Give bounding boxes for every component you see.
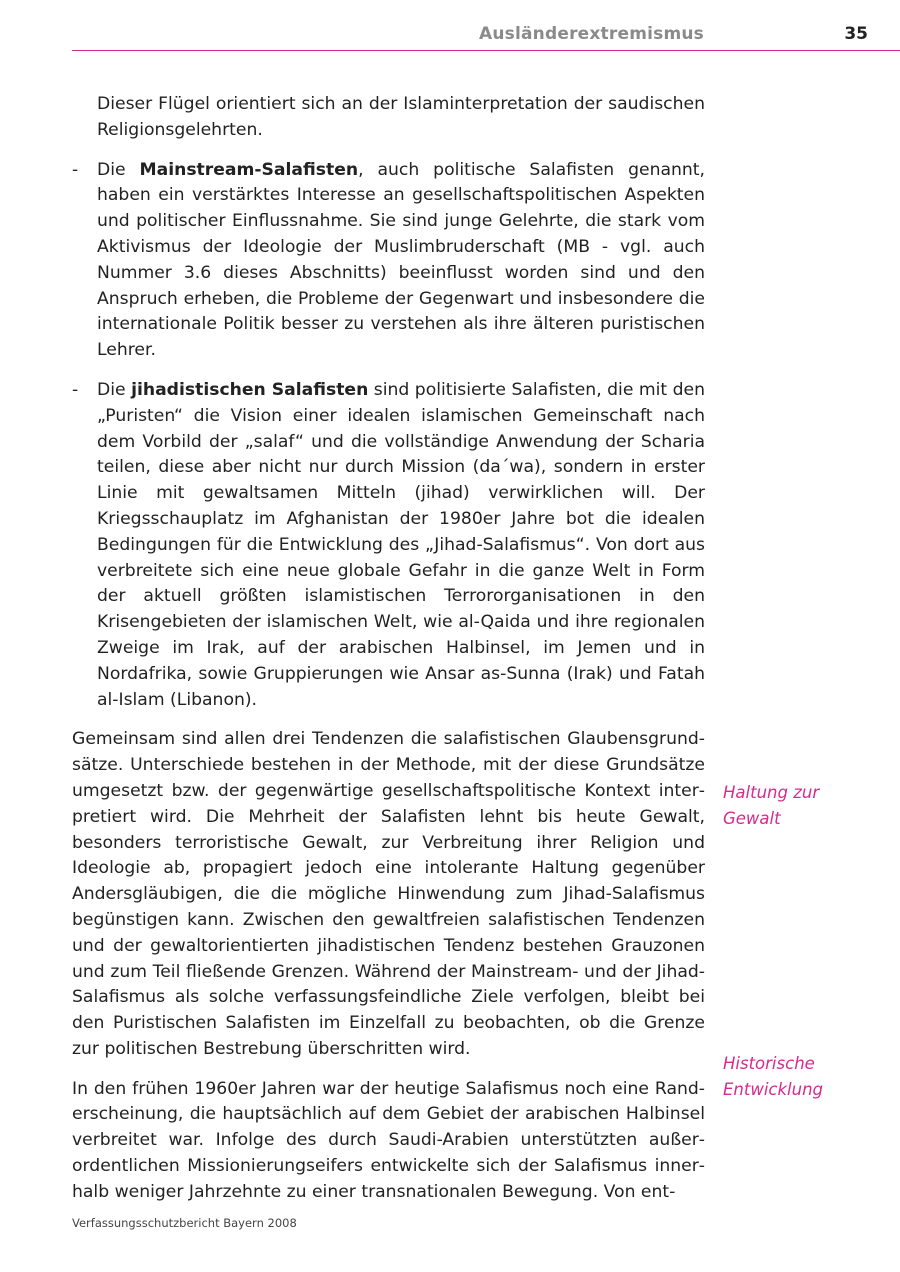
- main-content: [72, 92, 705, 1220]
- list-item: [72, 158, 705, 364]
- body-paragraph: Gemeinsam sind allen drei Tendenzen die salafistischen Glaubensgrundsätze. Unterschiede bestehen in der Methode, mit der diese Grundsätze umgesetzt bzw. der gegenwärtige gesellschaftspolitische Kontext interpretiert wird. Die Mehrheit der Salafisten lehnt bis heute Gewalt, besonders terroristische Gewalt, zur Verbreitung ihrer Religion und Ideologie ab, propagiert jedoch eine intolerante Haltung gegenüber Andersgläubigen, die die mögliche Hinwendung zum Jihad-Salafismus begünstigen kann. Zwischen den gewaltfreien salafistischen Tendenzen und der gewaltorientierten jihadistischen Tendenz bestehen Grauzonen und zum Teil fließende Grenzen. Während der Mainstream- und der Jihad-Salafismus als solche verfassungsfeindliche Ziele verfolgen, bleibt bei den Puristischen Salafisten im Einzelfall zu beobachten, ob die Grenze zur politischen Bestrebung überschritten wird.: [72, 729, 705, 1059]
- margin-note-line: Gewalt: [723, 809, 781, 828]
- page-header: [72, 22, 900, 51]
- bullet-text-start: Die: [97, 379, 132, 400]
- body-paragraph: In den frühen 1960er Jahren war der heutige Salafismus noch eine Randerscheinung, die hauptsächlich auf dem Gebiet der arabischen Halbinsel verbreitet war. Infolge des durch Saudi-Arabien unterstützten außerordentlichen Missionierungseifers entwickelte sich der Salafismus innerhalb weniger Jahrzehnte zu einer transnationalen Bewegung. Von ent-: [72, 1078, 705, 1202]
- margin-note-violence: [723, 780, 883, 832]
- page-footer: Verfassungsschutzbericht Bayern 2008: [72, 1216, 297, 1230]
- bullet-marker: -: [72, 159, 79, 180]
- bullet-marker: -: [72, 379, 79, 400]
- margin-note-line: Haltung zur: [723, 783, 820, 802]
- margin-note-line: Entwicklung: [723, 1080, 824, 1099]
- bullet-text: [97, 378, 705, 713]
- intro-paragraph: Dieser Flügel orientiert sich an der Islaminterpretation der saudischen Religionsgelehrten.: [97, 94, 705, 140]
- bullet-term: Mainstream-Salafisten: [139, 159, 359, 180]
- section-title: Ausländerextremismus: [479, 24, 704, 44]
- bullet-text-start: Die: [97, 159, 140, 180]
- bullet-text-rest: sind politisierte Salafisten, die mit den „Puristen“ die Vision einer idealen islamischen Gemeinschaft nach dem Vorbild der „salaf“ und die vollständige Anwendung der Scharia teilen, diese aber nicht nur durch Mission (da´wa), sondern in erster Linie mit gewaltsamen Mitteln (jihad) verwirklichen will. Der Kriegsschauplatz im Afghanistan der 1980er Jahre bot die idealen Bedingungen für die Entwicklung des „Jihad-Salafismus“. Von dort aus verbreitete sich eine neue globale Gefahr in die ganze Welt in Form der aktuell größten islamistischen Terrororganisationen in den Krisengebieten der islamischen Welt, wie al-Qaida und ihre regionalen Zweige im Irak, auf der arabischen Halbinsel, im Jemen und in Nordafrika, sowie Gruppierungen wie Ansar as-Sunna (Irak) und Fatah al-Islam (Libanon).: [97, 379, 705, 710]
- margin-note-history: [723, 1051, 883, 1103]
- bullet-text-rest: , auch politische Salafisten genannt, haben ein verstärktes Interesse an gesellschaftspolitischen Aspekten und politischer Einflussnahme. Sie sind junge Gelehrte, die stark vom Aktivismus der Ideologie der Muslimbruderschaft (MB - vgl. auch Nummer 3.6 dieses Abschnitts) beeinflusst worden sind und den Anspruch erheben, die Probleme der Gegenwart und insbesondere die internationale Politik besser zu verstehen als ihre älteren puristischen Lehrer.: [97, 159, 705, 361]
- bullet-term: jihadistischen Salafisten: [131, 379, 369, 400]
- page-number: 35: [844, 24, 868, 44]
- list-item: [72, 378, 705, 713]
- bullet-text: [97, 158, 705, 364]
- margin-note-line: Historische: [723, 1054, 815, 1073]
